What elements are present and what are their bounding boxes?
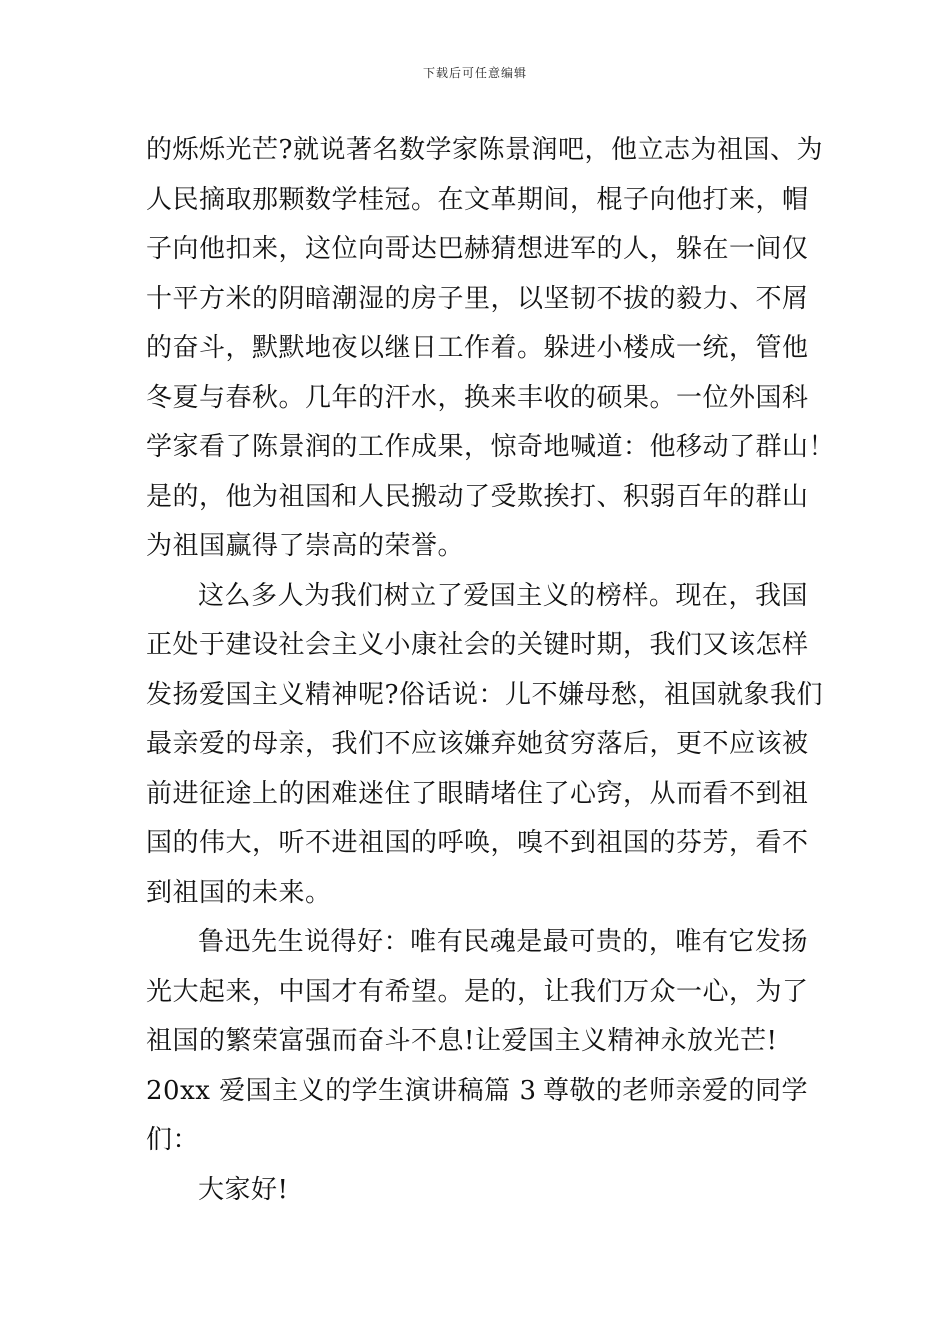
text-line: 十平方米的阴暗潮湿的房子里，以坚韧不拔的毅力、不屑 [146, 283, 809, 314]
text-line: 为祖国赢得了崇高的荣誉。 [146, 531, 465, 561]
text-line: 国的伟大，听不进祖国的呼唤，嗅不到祖国的芬芳，看不 [146, 828, 809, 858]
text-line: 的烁烁光芒?就说著名数学家陈景润吧，他立志为祖国、为 [146, 135, 823, 165]
text-line: 最亲爱的母亲，我们不应该嫌弃她贫穷落后，更不应该被 [146, 729, 809, 759]
text-line: 正处于建设社会主义小康社会的关键时期，我们又该怎样 [146, 630, 809, 660]
paragraph-greeting [146, 1166, 808, 1216]
document-body [146, 126, 836, 1215]
speech-title: 20xx 爱国主义的学生演讲稿篇 3 [146, 1075, 537, 1106]
text-line: 子向他扣来，这位向哥达巴赫猜想进军的人，躲在一间仅 [146, 234, 809, 264]
greeting-line: 大家好! [198, 1174, 289, 1205]
text-line: 前进征途上的困难迷住了眼睛堵住了心窍，从而看不到祖 [146, 778, 809, 809]
text-line: 是的，他为祖国和人民搬动了受欺挨打、积弱百年的群山 [146, 481, 809, 512]
text-line: 的奋斗，默默地夜以继日工作着。躲进小楼成一统，管他 [146, 333, 809, 363]
paragraph-3 [146, 918, 808, 1067]
text-line: 冬夏与春秋。几年的汗水，换来丰收的硕果。一位外国科 [146, 382, 809, 413]
text-line: 鲁迅先生说得好：唯有民魂是最可贵的，唯有它发扬 [198, 927, 808, 957]
text-line: 到祖国的未来。 [146, 877, 332, 908]
salutation: 尊敬的老师亲爱的同学 [542, 1075, 808, 1106]
paragraph-2 [146, 572, 823, 919]
text-line: 发扬爱国主义精神呢?俗话说：儿不嫌母愁，祖国就象我们 [146, 679, 823, 710]
text-line: 光大起来，中国才有希望。是的，让我们万众一心，为了 [146, 976, 809, 1007]
text-line: 学家看了陈景润的工作成果，惊奇地喊道：他移动了群山！ [146, 432, 836, 462]
speech-heading [146, 1067, 808, 1166]
text-line: 这么多人为我们树立了爱国主义的榜样。现在，我国 [198, 580, 808, 611]
paragraph-1 [146, 126, 836, 572]
text-line: 祖国的繁荣富强而奋斗不息!让爱国主义精神永放光芒! [146, 1026, 778, 1056]
page-header: 下载后可任意编辑 [422, 66, 527, 80]
heading-line [146, 1067, 808, 1117]
text-line: 人民摘取那颗数学桂冠。在文革期间，棍子向他打来，帽 [146, 184, 809, 215]
salutation-continued: 们： [146, 1125, 200, 1155]
